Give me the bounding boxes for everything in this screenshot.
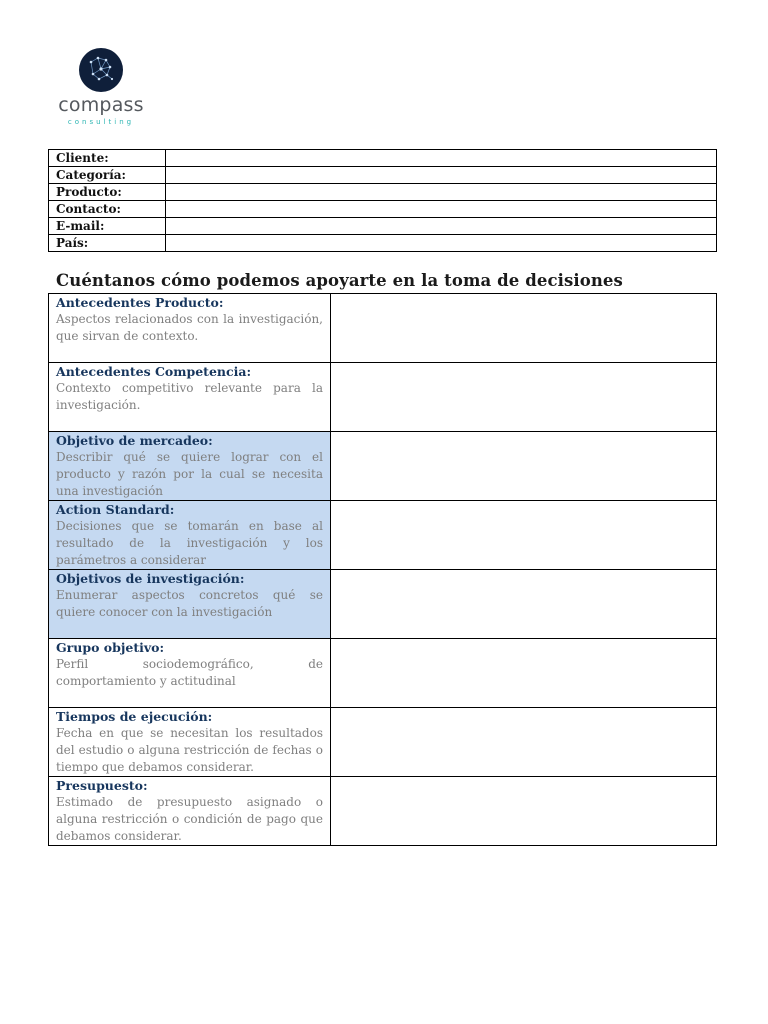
compass-logo: [58, 46, 144, 132]
row-title: Action Standard:: [56, 502, 175, 517]
contact-label: Contacto:: [49, 201, 166, 218]
brand-tagline: consulting: [67, 118, 135, 126]
row-description: Aspectos relacionados con la investigación, que sirvan de contexto.: [56, 312, 323, 343]
client-label: Cliente:: [49, 150, 166, 167]
email-field[interactable]: [166, 218, 717, 235]
brief-row-competition-background: [49, 363, 717, 432]
row-description: Decisiones que se tomarán en base al resultado de la investigación y los parámetros a considerar: [56, 519, 323, 567]
row-title: Antecedentes Competencia:: [56, 364, 252, 379]
client-field[interactable]: [166, 150, 717, 167]
brief-row-target-group: [49, 639, 717, 708]
row-description: Perfil sociodemográfico, de comportamiento y actitudinal: [56, 657, 323, 688]
research-brief-table: [48, 293, 717, 846]
row-title: Objetivos de investigación:: [56, 571, 245, 586]
row-description: Estimado de presupuesto asignado o alguna restricción o condición de pago que debamos considerar.: [56, 795, 323, 843]
brief-row-product-background: [49, 294, 717, 363]
row-title: Presupuesto:: [56, 778, 148, 793]
action-standard-answer[interactable]: [331, 501, 717, 570]
brief-row-action-standard: [49, 501, 717, 570]
section-heading: Cuéntanos cómo podemos apoyarte en la toma de decisiones: [56, 271, 623, 290]
row-title: Antecedentes Producto:: [56, 295, 224, 310]
country-row: [49, 235, 717, 252]
client-info-table: [48, 149, 717, 252]
row-title: Tiempos de ejecución:: [56, 709, 213, 724]
brief-row-research-objectives: [49, 570, 717, 639]
category-row: [49, 167, 717, 184]
brief-label-cell: [49, 708, 331, 777]
brief-label-cell: [49, 639, 331, 708]
research-objectives-answer[interactable]: [331, 570, 717, 639]
row-title: Grupo objetivo:: [56, 640, 165, 655]
row-description: Contexto competitivo relevante para la investigación.: [56, 381, 323, 412]
row-description: Fecha en que se necesitan los resultados del estudio o alguna restricción de fechas o tiempo que debamos considerar.: [56, 726, 323, 774]
brief-label-cell-highlighted: [49, 432, 331, 501]
timing-answer[interactable]: [331, 708, 717, 777]
brief-label-cell-highlighted: [49, 570, 331, 639]
target-group-answer[interactable]: [331, 639, 717, 708]
email-row: [49, 218, 717, 235]
product-row: [49, 184, 717, 201]
product-label: Producto:: [49, 184, 166, 201]
brief-row-timing: [49, 708, 717, 777]
budget-answer[interactable]: [331, 777, 717, 846]
email-label: E-mail:: [49, 218, 166, 235]
category-field[interactable]: [166, 167, 717, 184]
country-field[interactable]: [166, 235, 717, 252]
marketing-objective-answer[interactable]: [331, 432, 717, 501]
country-label: País:: [49, 235, 166, 252]
client-row: [49, 150, 717, 167]
product-field[interactable]: [166, 184, 717, 201]
contact-row: [49, 201, 717, 218]
row-description: Enumerar aspectos concretos qué se quiere conocer con la investigación: [56, 588, 323, 619]
product-background-answer[interactable]: [331, 294, 717, 363]
competition-background-answer[interactable]: [331, 363, 717, 432]
brief-label-cell: [49, 363, 331, 432]
category-label: Categoría:: [49, 167, 166, 184]
brand-name: compass: [58, 94, 144, 116]
brief-row-marketing-objective: [49, 432, 717, 501]
brief-label-cell-highlighted: [49, 501, 331, 570]
constellation-logo-icon: [79, 48, 123, 92]
contact-field[interactable]: [166, 201, 717, 218]
row-title: Objetivo de mercadeo:: [56, 433, 213, 448]
brief-label-cell: [49, 294, 331, 363]
row-description: Describir qué se quiere lograr con el producto y razón por la cual se necesita una investigación: [56, 450, 323, 498]
brief-label-cell: [49, 777, 331, 846]
brief-row-budget: [49, 777, 717, 846]
